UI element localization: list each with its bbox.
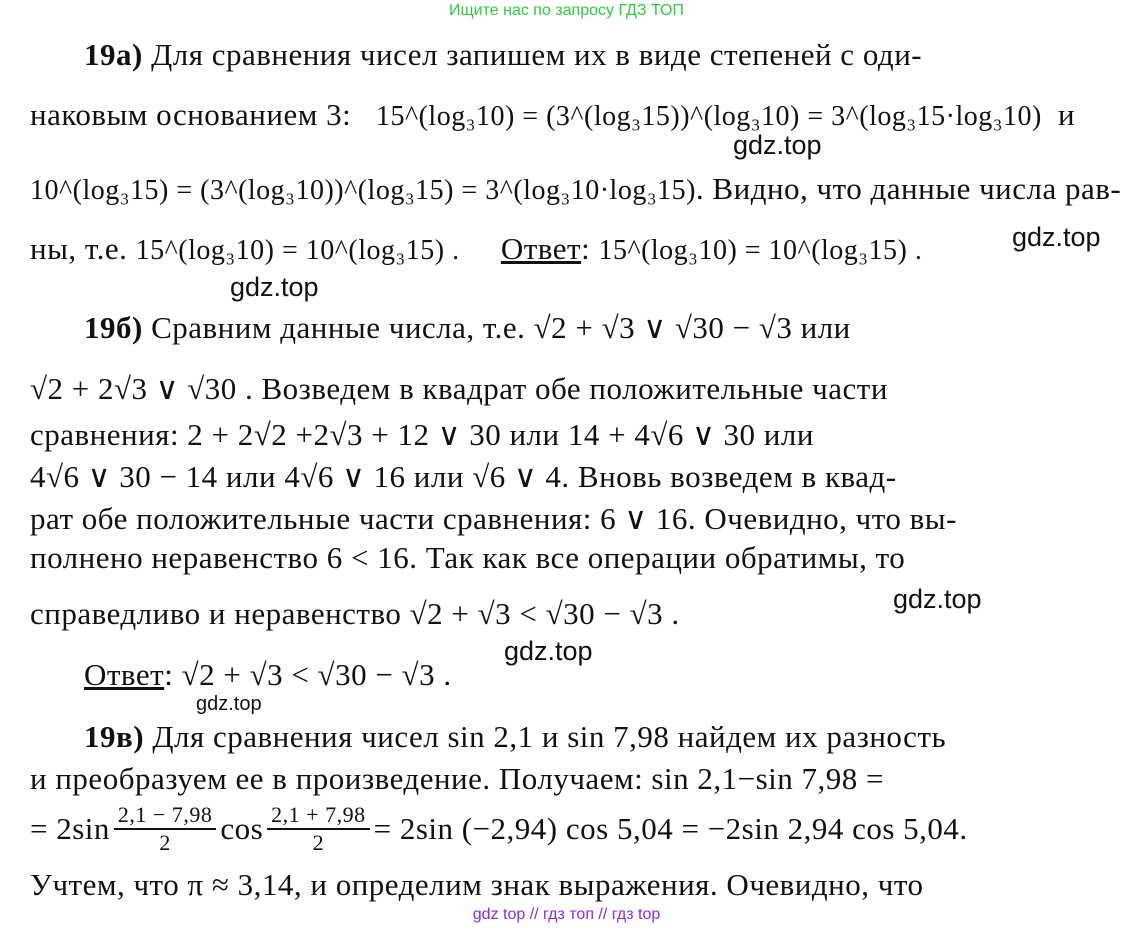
watermark: gdz.top	[230, 272, 319, 302]
p19b-text-1: Сравним данные числа, т.е. √2 + √3 ∨ √30 − √3 или	[151, 310, 851, 345]
fraction-2-denominator: 2	[312, 830, 325, 855]
p19a-line-3	[30, 172, 1121, 208]
p19b-line-1	[84, 311, 851, 345]
fraction-1-denominator: 2	[159, 830, 171, 855]
p19a-answer-label: Ответ	[500, 231, 582, 266]
p19a-line-4: ны, т.е. 15^(log₃10) = 10^(log₃15) . Ответ: 15^(log₃10) = 10^(log₃15) .	[30, 231, 923, 266]
p19a-and: и	[1058, 97, 1076, 132]
p19a-text-2: наковым основанием 3:	[30, 97, 352, 132]
p19a-text-1: Для сравнения чисел запишем их в виде степеней с оди-	[151, 37, 923, 72]
p19v-text-3a: = 2sin	[30, 811, 110, 846]
fraction-1	[114, 802, 216, 856]
p19v-line-3	[30, 802, 968, 856]
p19v-label: 19в)	[84, 719, 145, 754]
p19v-line-4: Учтем, что π ≈ 3,14, и определим знак выражения. Очевидно, что	[30, 867, 924, 902]
p19b-line-5: рат обе положительные части сравнения: 6 ∨ 16. Очевидно, что вы-	[30, 501, 957, 536]
p19v-line-2: и преобразуем ее в произведение. Получаем: sin 2,1−sin 7,98 =	[30, 761, 884, 796]
watermark: gdz.top	[1012, 222, 1101, 252]
p19a-text-3: . Видно, что данные числа рав-	[695, 171, 1122, 206]
p19a-text-4: ны, т.е.	[30, 231, 128, 266]
watermark: gdz.top	[196, 693, 262, 715]
p19v-text-1: Для сравнения чисел sin 2,1 и sin 7,98 найдем их разность	[152, 719, 947, 754]
p19b-answer: : √2 + √3 < √30 − √3 .	[164, 657, 452, 692]
p19b-line-7: справедливо и неравенство √2 + √3 < √30 − √3 .	[30, 596, 680, 631]
watermark: gdz.top	[504, 636, 593, 666]
p19b-line-2: √2 + 2√3 ∨ √30 . Возведем в квадрат обе положительные части	[30, 371, 888, 406]
p19b-answer-label: Ответ	[84, 657, 165, 692]
p19b-line-3: сравнения: 2 + 2√2 +2√3 + 12 ∨ 30 или 14 + 4√6 ∨ 30 или	[30, 417, 814, 452]
p19a-math-4: 15^(log₃10) = 10^(log₃15) .	[135, 235, 460, 266]
p19b-answer-line	[84, 658, 452, 692]
p19a-label: 19а)	[84, 37, 143, 72]
p19b-line-4: 4√6 ∨ 30 − 14 или 4√6 ∨ 16 или √6 ∨ 4. Вновь возведем в квад-	[30, 459, 897, 494]
bottom-banner: gdz top // гдз топ // гдз top	[472, 906, 661, 923]
p19a-math-3: 10^(log₃15) = (3^(log₃10))^(log₃15) = 3^(log₃10·log₃15)	[30, 175, 696, 206]
p19b-line-6: полнено неравенство 6 < 16. Так как все операции обратимы, то	[30, 540, 906, 575]
fraction-2-numerator: 2,1 + 7,98	[267, 802, 369, 830]
p19v-line-1	[84, 720, 946, 754]
p19b-label: 19б)	[84, 310, 143, 345]
p19a-answer: 15^(log₃10) = 10^(log₃15) .	[598, 235, 923, 266]
p19a-math-2: 15^(log₃10) = (3^(log₃15))^(log₃10) = 3^(log₃15·log₃10)	[375, 101, 1042, 132]
p19v-text-3b: cos	[220, 811, 264, 846]
p19v-text-3c: = 2sin (−2,94) cos 5,04 = −2sin 2,94 cos 5,04.	[373, 811, 968, 846]
top-banner: Ищите нас по запросу ГДЗ ТОП	[449, 2, 684, 19]
watermark: gdz.top	[893, 584, 982, 614]
p19a-line-2	[30, 98, 1042, 134]
fraction-1-numerator: 2,1 − 7,98	[114, 802, 216, 830]
fraction-2	[267, 802, 369, 856]
watermark: gdz.top	[733, 130, 822, 160]
p19a-line-1	[84, 38, 922, 72]
